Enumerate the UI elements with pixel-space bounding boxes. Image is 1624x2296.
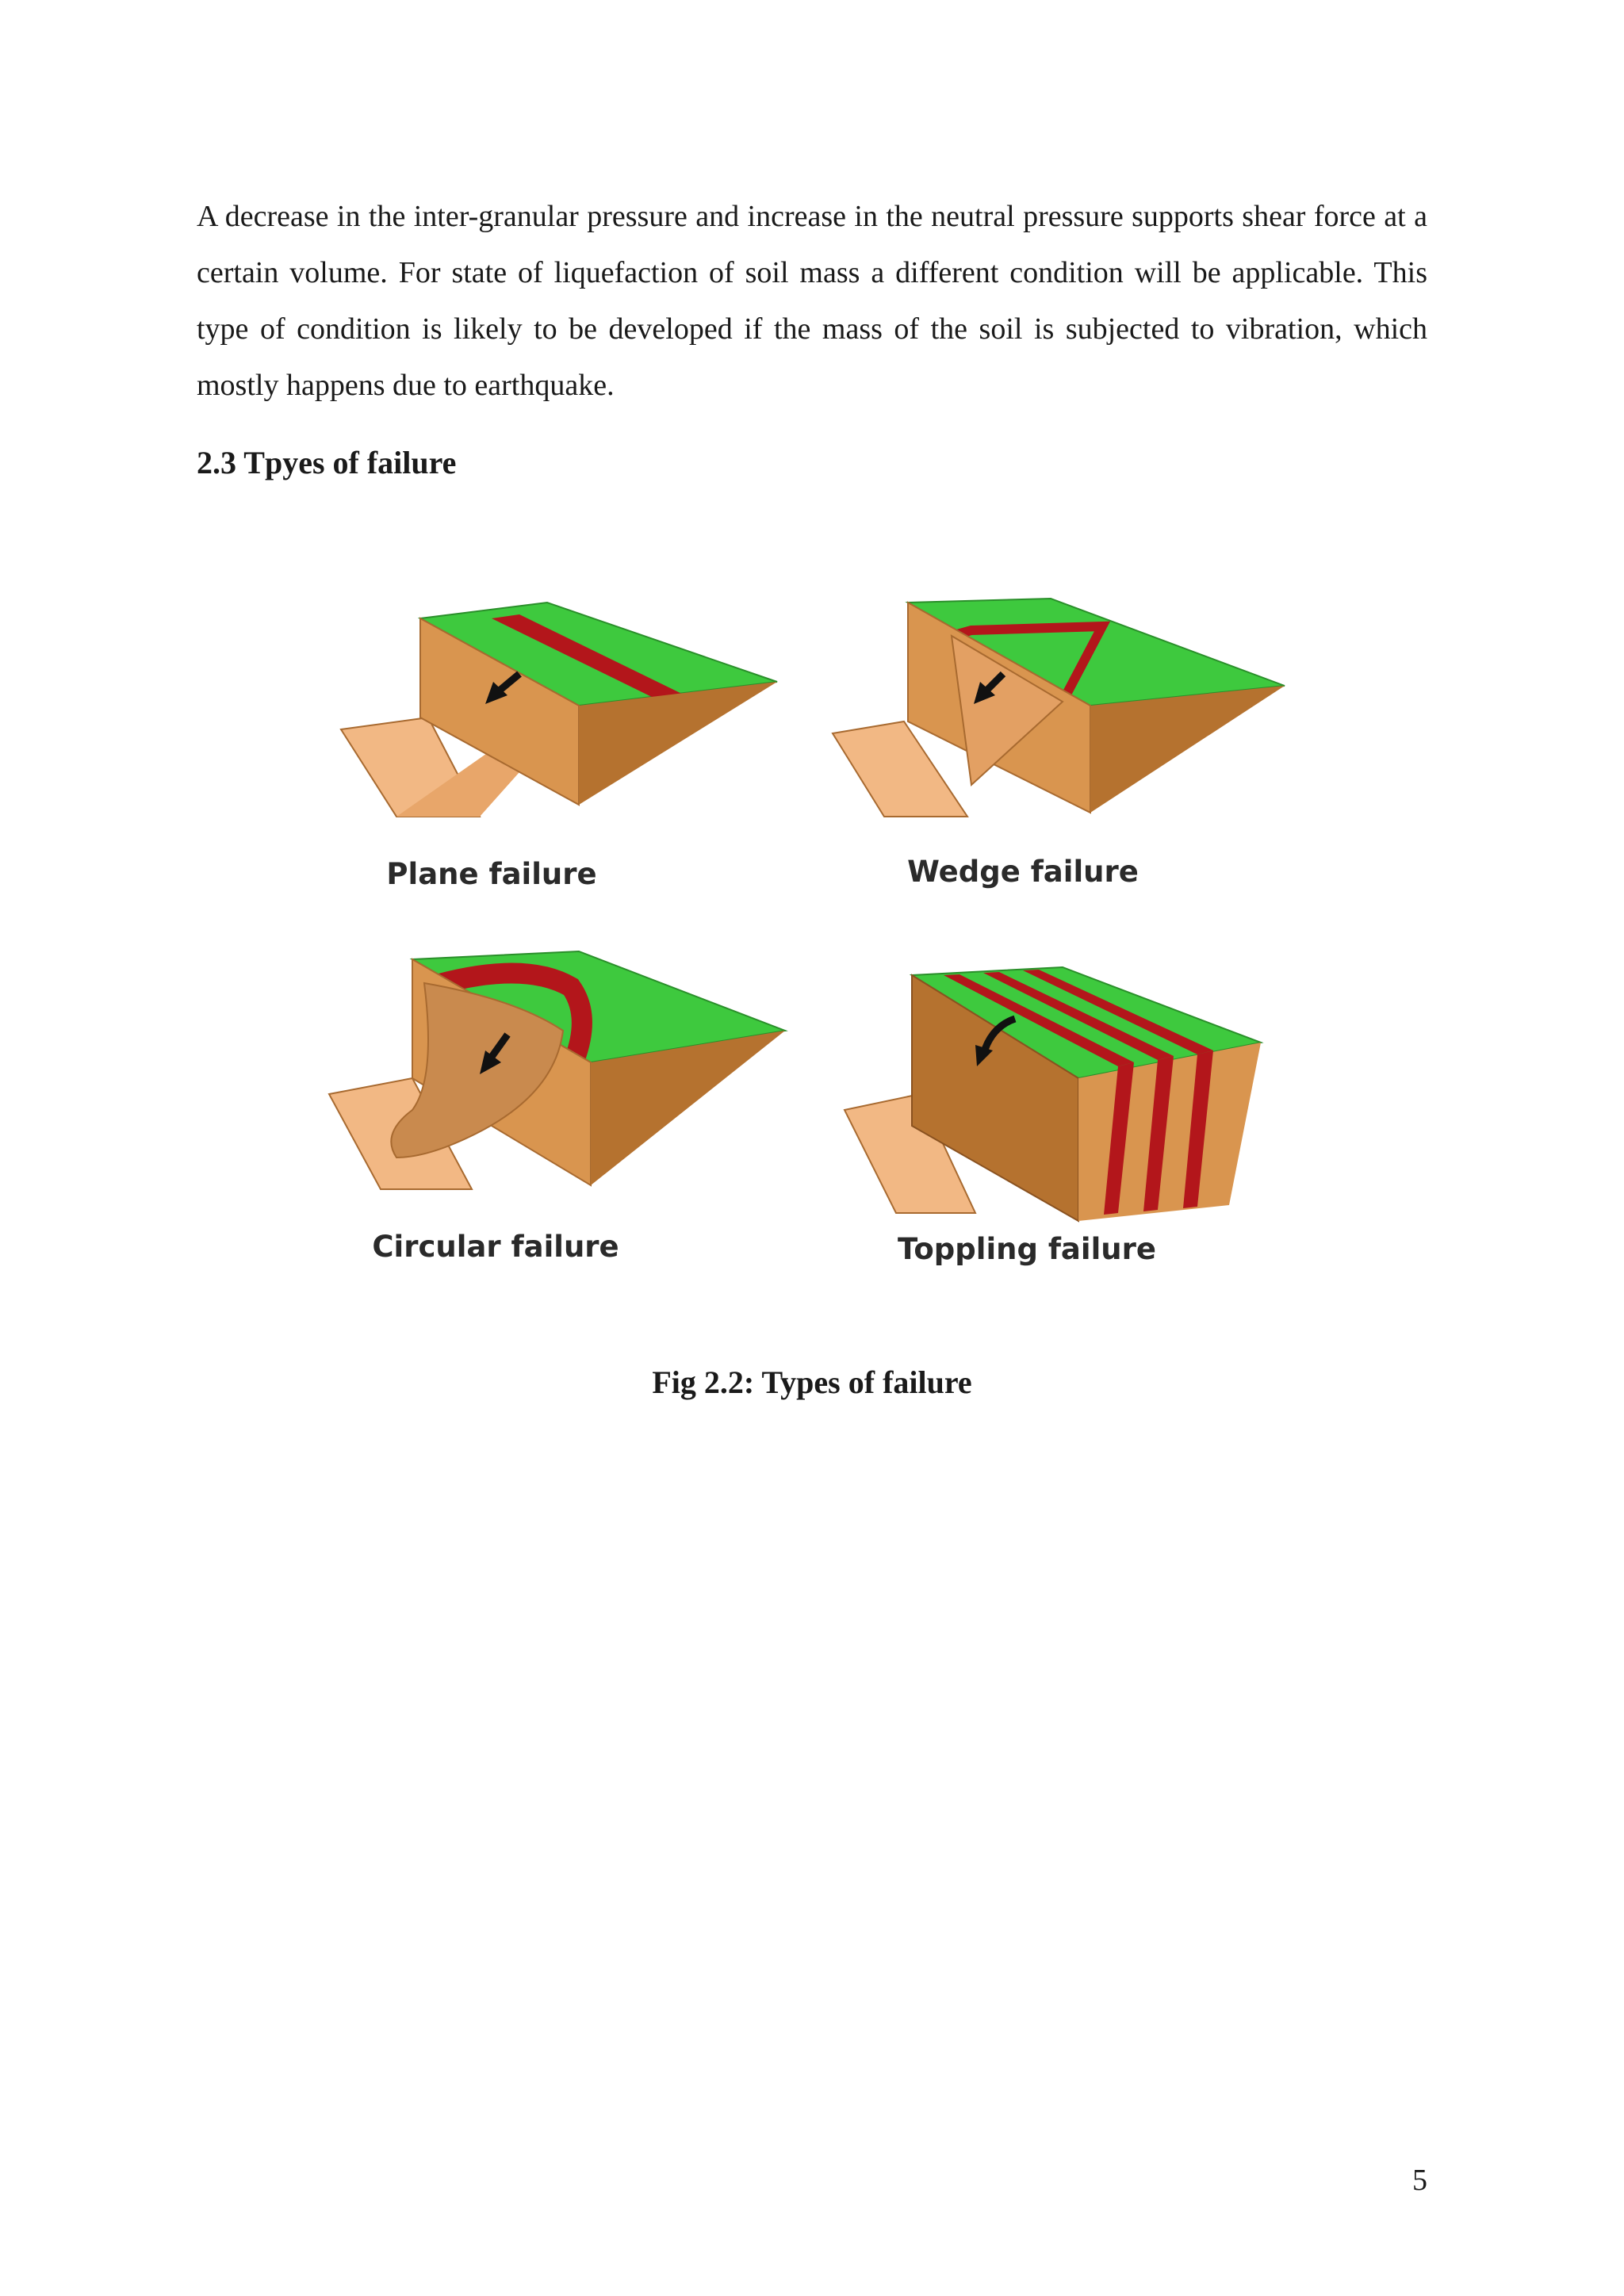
figure-caption: Fig 2.2: Types of failure <box>652 1364 972 1400</box>
toppling-failure-label: Toppling failure <box>898 1232 1156 1266</box>
wedge-failure-label: Wedge failure <box>907 855 1139 889</box>
circular-failure-diagram <box>329 951 785 1264</box>
body-paragraph: A decrease in the inter-granular pressure and increase in the neutral pressure supports shear force at a certain volume. For state of liquefaction of soil mass a different condition will be applicable. This type of condition is likely to be developed if the mass of the soil is subjected to vibration, which mostly happens due to earthquake. <box>197 200 1427 402</box>
plane-failure-diagram <box>341 603 777 891</box>
page-number: 5 <box>1412 2164 1427 2197</box>
circular-failure-label: Circular failure <box>372 1230 619 1264</box>
section-heading: 2.3 Tpyes of failure <box>197 445 457 480</box>
toppling-failure-diagram <box>845 967 1261 1266</box>
plane-failure-label: Plane failure <box>386 857 597 891</box>
wedge-failure-diagram <box>833 599 1285 889</box>
failure-types-figure <box>317 587 1308 1300</box>
